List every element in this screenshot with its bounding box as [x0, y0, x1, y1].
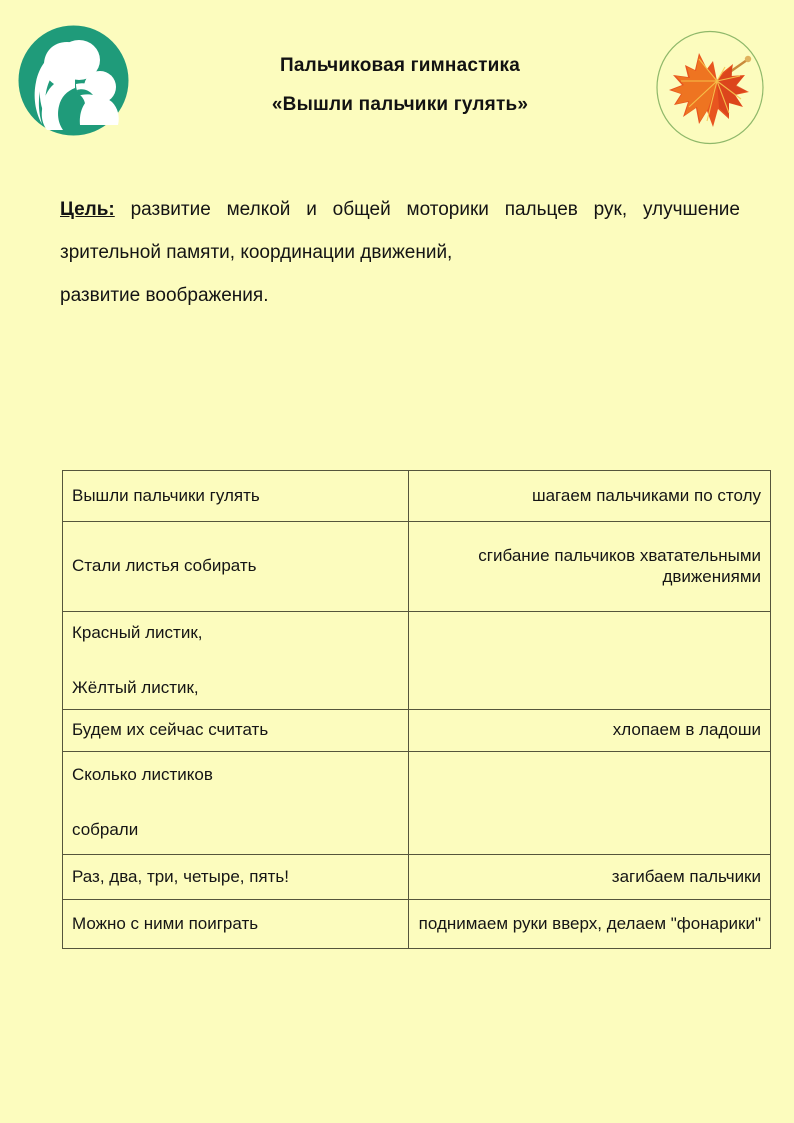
title-line-1: Пальчиковая гимнастика — [280, 55, 520, 76]
rhyme-text-cell — [63, 471, 409, 522]
page-title — [180, 56, 620, 114]
rhyme-line: Вышли пальчики гулять — [72, 485, 260, 505]
goal-last-line: развитие воображения. — [60, 285, 269, 306]
table-row — [63, 855, 771, 900]
rhyme-action-cell — [409, 752, 771, 855]
rhyme-line: Раз, два, три, четыре, пять! — [72, 866, 290, 886]
rhyme-line: Будем их сейчас считать — [72, 720, 269, 740]
rhyme-line: Можно с ними поиграть — [72, 913, 259, 933]
action-line: хлопаем в ладоши — [612, 720, 761, 740]
rhyme-table — [62, 470, 771, 949]
rhyme-line: Жёлтый листик, — [72, 677, 199, 697]
table-row — [63, 522, 771, 612]
rhyme-text-cell — [63, 752, 409, 855]
rhyme-text-cell — [63, 855, 409, 900]
maple-leaf-badge-icon — [655, 29, 765, 146]
rhyme-action-cell — [409, 900, 771, 949]
rhyme-table-wrapper — [62, 470, 761, 949]
table-row — [63, 752, 771, 855]
rhyme-line: Красный листик, — [72, 622, 203, 642]
rhyme-text-cell — [63, 612, 409, 710]
rhyme-action-cell — [409, 522, 771, 612]
goal-label: Цель: — [60, 199, 115, 220]
rhyme-action-cell — [409, 612, 771, 710]
action-line: сгибание пальчиков хватательными движениями — [478, 545, 761, 586]
action-line: шагаем пальчиками по столу — [531, 485, 761, 505]
rhyme-line: Стали листья собирать — [72, 556, 257, 576]
rhyme-text-cell — [63, 900, 409, 949]
table-row — [63, 612, 771, 710]
title-line-2: «Вышли пальчики гулять» — [271, 94, 529, 115]
goal-paragraph — [60, 188, 740, 317]
action-line: поднимаем руки вверх, делаем "фонарики" — [418, 913, 761, 933]
rhyme-line: собрали — [72, 820, 139, 839]
table-row — [63, 900, 771, 949]
rhyme-action-cell — [409, 855, 771, 900]
rhyme-action-cell — [409, 471, 771, 522]
rhyme-line: Сколько листиков — [72, 765, 213, 785]
rhyme-text-cell — [63, 710, 409, 752]
goal-text: развитие мелкой и общей моторики пальцев рук, улучшение зрительной памяти, координации движений, — [60, 199, 740, 263]
action-line: загибаем пальчики — [611, 866, 761, 886]
table-row — [63, 710, 771, 752]
rhyme-action-cell — [409, 710, 771, 752]
document-header — [0, 0, 794, 160]
rhyme-text-cell — [63, 522, 409, 612]
mother-and-child-logo-icon — [17, 24, 130, 137]
table-row — [63, 471, 771, 522]
rhyme-table-body — [63, 471, 771, 949]
